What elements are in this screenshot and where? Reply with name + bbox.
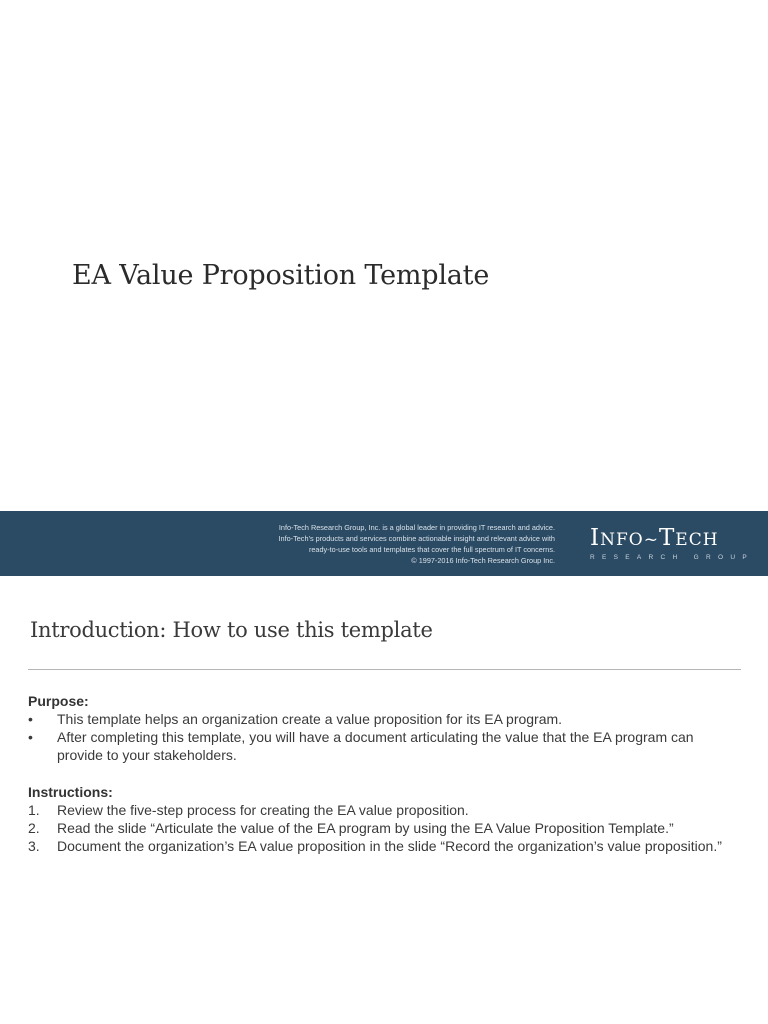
logo-letter: T	[658, 525, 676, 551]
banner-line: Info-Tech’s products and services combine actionable insight and relevant advice with	[278, 534, 555, 543]
list-item	[28, 710, 740, 728]
banner-line: Info-Tech Research Group, Inc. is a global leader in providing IT research and advice.	[278, 523, 555, 532]
banner-line: ready-to-use tools and templates that cover the full spectrum of IT concerns.	[308, 545, 555, 554]
banner-disclaimer	[195, 522, 555, 566]
section-title: Introduction: How to use this template	[30, 618, 433, 642]
bullet-marker: •	[28, 711, 33, 727]
company-banner	[0, 511, 768, 576]
logo-letter: I	[590, 525, 601, 551]
list-item	[28, 728, 740, 764]
step-number: 1.	[28, 802, 40, 818]
step-number: 3.	[28, 838, 40, 854]
bullet-marker: •	[28, 729, 33, 745]
list-item	[28, 801, 740, 819]
list-item-text: Read the slide “Articulate the value of the EA program by using the EA Value Proposition Template.”	[57, 820, 674, 836]
purpose-heading: Purpose:	[28, 693, 89, 709]
list-item-text: Review the five-step process for creating the EA value proposition.	[57, 802, 469, 818]
intro-content	[28, 692, 740, 855]
step-number: 2.	[28, 820, 40, 836]
list-item	[28, 837, 740, 855]
info-tech-logo	[590, 525, 754, 561]
section-divider	[28, 669, 741, 670]
list-item-text: This template helps an organization create a value proposition for its EA program.	[57, 711, 563, 727]
spacer	[28, 764, 740, 783]
purpose-list	[28, 710, 740, 764]
logo-subtitle: RESEARCH GROUP	[590, 554, 754, 561]
logo-letters: NFO~	[600, 530, 659, 550]
page-title: EA Value Proposition Template	[72, 260, 490, 291]
instructions-heading: Instructions:	[28, 784, 113, 800]
instructions-list	[28, 801, 740, 855]
logo-letters: ECH	[675, 530, 719, 550]
list-item-text: Document the organization’s EA value proposition in the slide “Record the organization’s value proposition.”	[57, 838, 722, 854]
list-item-text: After completing this template, you will have a document articulating the value that the EA program can provide to your stakeholders.	[57, 729, 694, 763]
logo-wordmark	[590, 525, 740, 553]
banner-line: © 1997-2016 Info-Tech Research Group Inc.	[411, 556, 555, 565]
list-item	[28, 819, 740, 837]
